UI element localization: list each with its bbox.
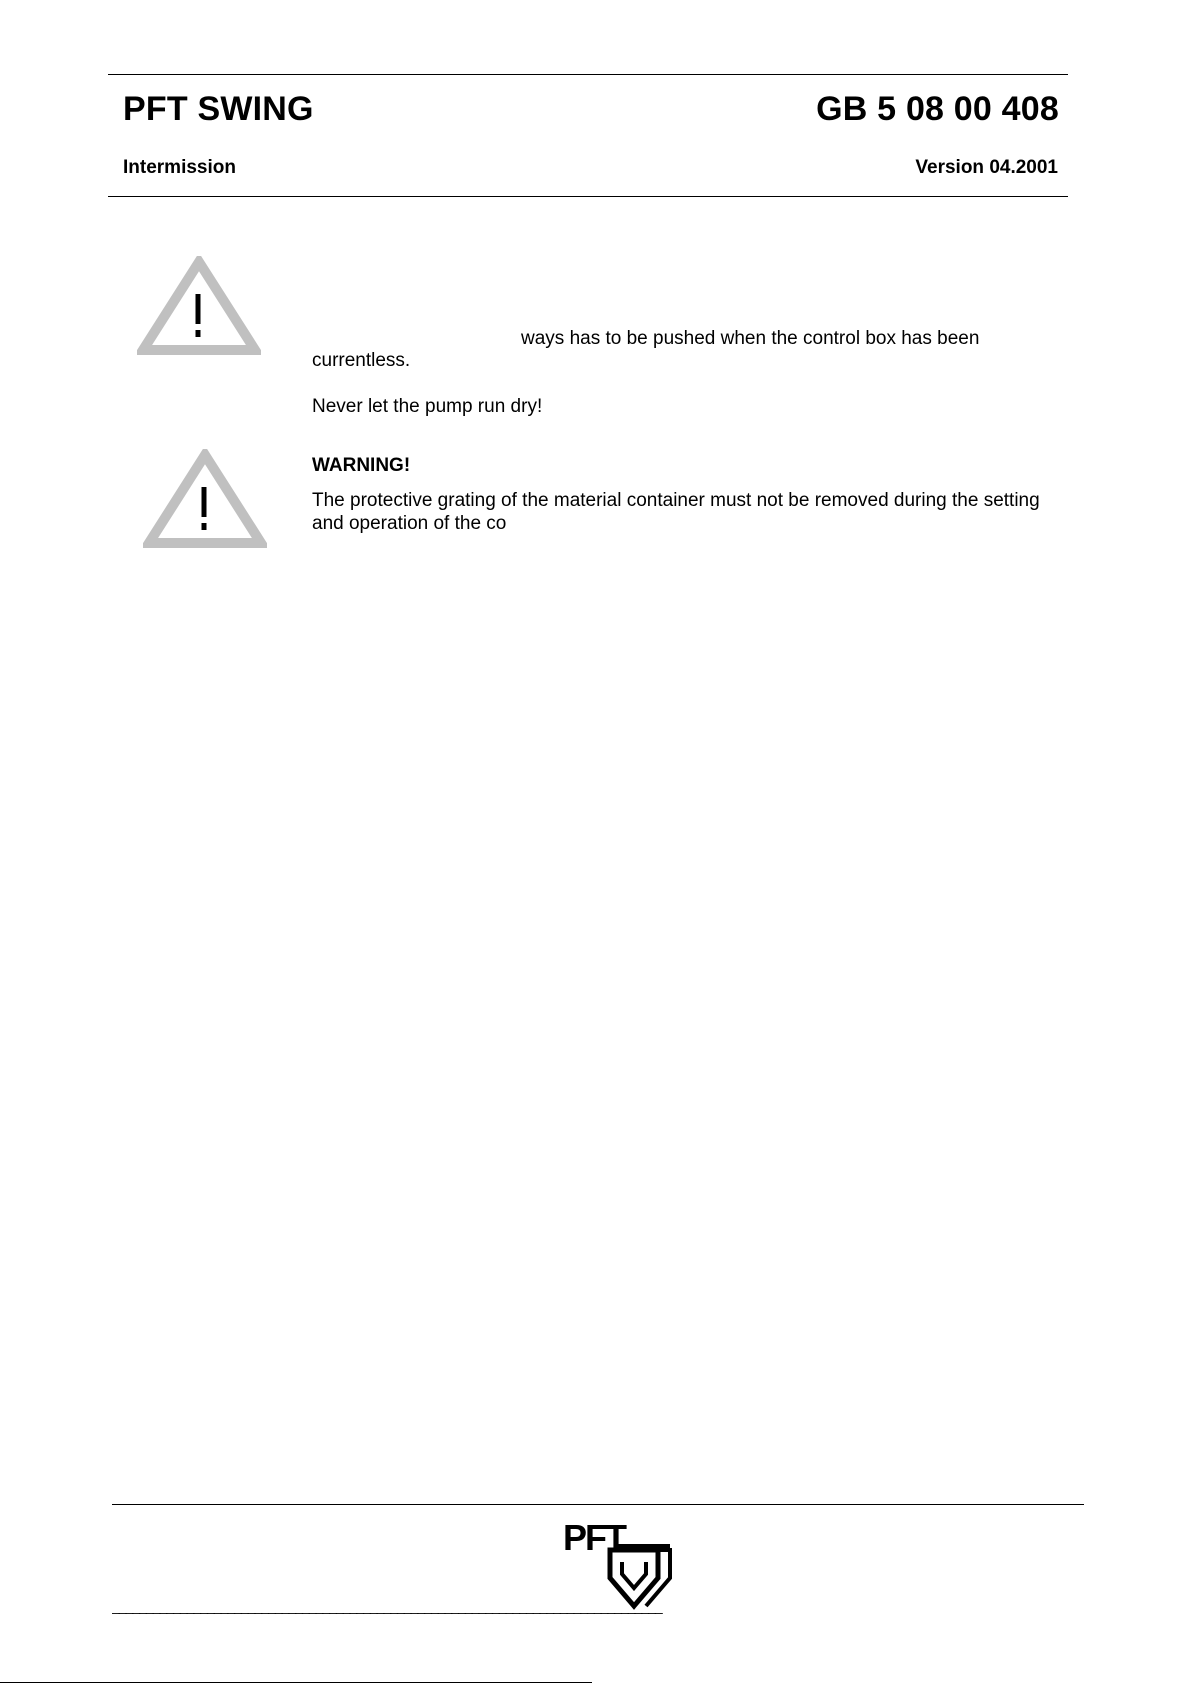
instruction-line-fragment: ways has to be pushed when the control box has been bbox=[521, 328, 980, 349]
page-bottom-edge bbox=[0, 1682, 592, 1683]
document-number: GB 5 08 00 408 bbox=[816, 90, 1059, 128]
section-name: Intermission bbox=[123, 157, 236, 178]
footer-dash-line: _________________________________________________________________________________ bbox=[112, 1598, 662, 1614]
product-title: PFT SWING bbox=[123, 90, 314, 128]
warning-text-line-1: The protective grating of the material container must not be removed during the setting bbox=[312, 490, 1040, 511]
footer-rule bbox=[112, 1504, 1084, 1505]
instruction-line-continuation: currentless. bbox=[312, 350, 411, 371]
warning-triangle-icon bbox=[143, 449, 267, 549]
header-bottom-rule bbox=[108, 196, 1068, 197]
logo-text: PFT bbox=[563, 1517, 625, 1558]
header-top-rule bbox=[108, 74, 1068, 75]
version-label: Version 04.2001 bbox=[915, 157, 1058, 178]
dry-run-note: Never let the pump run dry! bbox=[312, 396, 543, 417]
warning-triangle-icon bbox=[137, 256, 261, 356]
warning-text-line-2: and operation of the co bbox=[312, 513, 507, 534]
warning-heading: WARNING! bbox=[312, 455, 411, 476]
